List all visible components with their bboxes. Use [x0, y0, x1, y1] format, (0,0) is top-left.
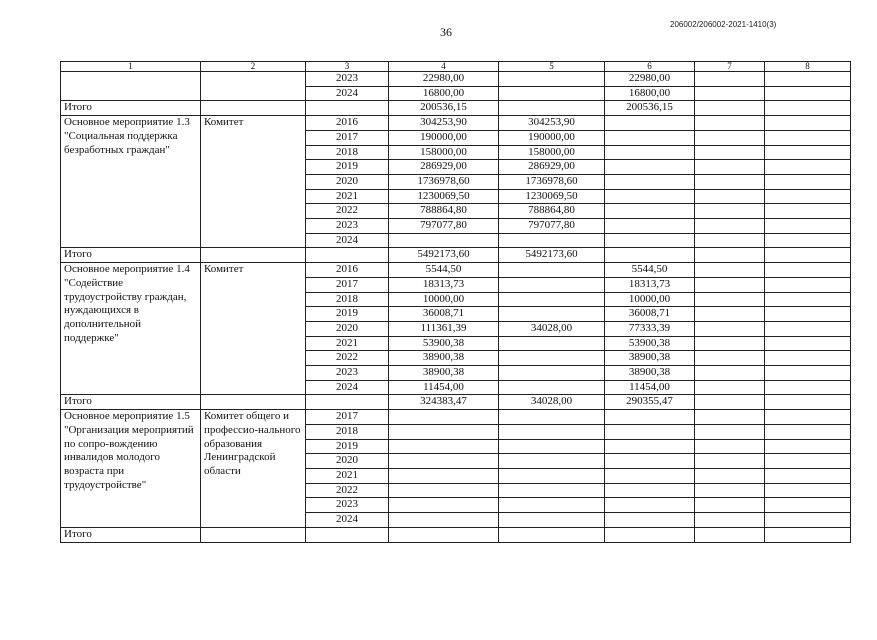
empty-cell: [765, 307, 851, 322]
year-cell: 2020: [306, 321, 389, 336]
empty-cell: [765, 189, 851, 204]
year-cell: 2021: [306, 189, 389, 204]
total-row: [61, 527, 851, 542]
empty-cell: [695, 395, 765, 410]
amount-regional-cell: [605, 424, 695, 439]
empty-cell: [765, 86, 851, 101]
amount-total-cell: 36008,71: [389, 307, 499, 322]
amount-total-cell: 53900,38: [389, 336, 499, 351]
executor-cell: Комитет: [201, 263, 306, 395]
amount-regional-cell: [605, 439, 695, 454]
year-cell: 2023: [306, 72, 389, 87]
amount-federal-cell: [499, 351, 605, 366]
measure-name-cell: Основное мероприятие 1.5 "Организация мероприятий по сопро-вождению инвалидов молодого возраста при трудоустройстве": [61, 410, 201, 528]
empty-cell: [695, 366, 765, 381]
year-cell: 2019: [306, 307, 389, 322]
empty-cell: [765, 366, 851, 381]
amount-total-cell: [389, 468, 499, 483]
empty-cell: [695, 454, 765, 469]
amount-regional-cell: 38900,38: [605, 351, 695, 366]
amount-regional-cell: [605, 189, 695, 204]
empty-cell: [765, 321, 851, 336]
amount-total-cell: 111361,39: [389, 321, 499, 336]
amount-federal-cell: 304253,90: [499, 116, 605, 131]
empty-cell: [306, 248, 389, 263]
amount-regional-cell: [605, 160, 695, 175]
year-cell: 2018: [306, 145, 389, 160]
amount-federal-cell: [499, 424, 605, 439]
amount-federal-cell: 788864,80: [499, 204, 605, 219]
empty-cell: [306, 101, 389, 116]
amount-total-cell: 788864,80: [389, 204, 499, 219]
empty-cell: [765, 116, 851, 131]
year-cell: 2023: [306, 366, 389, 381]
empty-cell: [765, 219, 851, 234]
measure-name-cell: Основное мероприятие 1.3 "Социальная поддержка безработных граждан": [61, 116, 201, 248]
empty-cell: [695, 204, 765, 219]
amount-regional-cell: [605, 174, 695, 189]
amount-federal-cell: [499, 527, 605, 542]
amount-total-cell: 11454,00: [389, 380, 499, 395]
budget-table: [60, 61, 851, 543]
amount-total-cell: 1736978,60: [389, 174, 499, 189]
empty-cell: [765, 204, 851, 219]
empty-cell: [765, 498, 851, 513]
column-header: 5: [499, 62, 605, 72]
amount-regional-cell: 16800,00: [605, 86, 695, 101]
amount-federal-cell: 1736978,60: [499, 174, 605, 189]
amount-regional-cell: 200536,15: [605, 101, 695, 116]
empty-cell: [765, 351, 851, 366]
table-row: [61, 410, 851, 425]
amount-federal-cell: [499, 277, 605, 292]
amount-total-cell: [389, 454, 499, 469]
measure-name-cell: Основное мероприятие 1.4 "Содействие трудоустройству граждан, нуждающихся в дополнительной поддержке": [61, 263, 201, 395]
empty-cell: [765, 336, 851, 351]
total-row: [61, 101, 851, 116]
empty-cell: [765, 145, 851, 160]
amount-total-cell: [389, 498, 499, 513]
empty-cell: [695, 321, 765, 336]
empty-cell: [765, 395, 851, 410]
total-label: Итого: [61, 527, 201, 542]
empty-cell: [765, 454, 851, 469]
amount-federal-cell: [499, 410, 605, 425]
amount-regional-cell: 22980,00: [605, 72, 695, 87]
empty-cell: [695, 468, 765, 483]
amount-regional-cell: [605, 410, 695, 425]
amount-federal-cell: 158000,00: [499, 145, 605, 160]
amount-federal-cell: [499, 233, 605, 248]
empty-cell: [695, 380, 765, 395]
amount-total-cell: 158000,00: [389, 145, 499, 160]
empty-cell: [765, 483, 851, 498]
amount-federal-cell: 5492173,60: [499, 248, 605, 263]
empty-cell: [201, 527, 306, 542]
table-row: [61, 72, 851, 87]
year-cell: 2023: [306, 498, 389, 513]
amount-federal-cell: [499, 513, 605, 528]
amount-regional-cell: [605, 527, 695, 542]
amount-federal-cell: [499, 292, 605, 307]
empty-cell: [695, 116, 765, 131]
empty-cell: [695, 130, 765, 145]
amount-total-cell: 286929,00: [389, 160, 499, 175]
executor-cell: Комитет общего и профессио-нального образования Ленинградской области: [201, 410, 306, 528]
amount-regional-cell: 290355,47: [605, 395, 695, 410]
amount-regional-cell: [605, 483, 695, 498]
empty-cell: [695, 101, 765, 116]
amount-total-cell: [389, 513, 499, 528]
empty-cell: [695, 248, 765, 263]
amount-regional-cell: [605, 468, 695, 483]
year-cell: 2022: [306, 483, 389, 498]
column-header: 7: [695, 62, 765, 72]
empty-cell: [201, 101, 306, 116]
document-code: 206002/206002-2021-1410(3): [670, 20, 777, 29]
amount-total-cell: 304253,90: [389, 116, 499, 131]
year-cell: 2019: [306, 439, 389, 454]
empty-cell: [201, 395, 306, 410]
empty-cell: [695, 263, 765, 278]
amount-total-cell: 16800,00: [389, 86, 499, 101]
amount-federal-cell: 34028,00: [499, 395, 605, 410]
year-cell: 2017: [306, 277, 389, 292]
table-row: [61, 263, 851, 278]
empty-cell: [695, 439, 765, 454]
table-row: [61, 116, 851, 131]
year-cell: 2019: [306, 160, 389, 175]
amount-federal-cell: 286929,00: [499, 160, 605, 175]
empty-cell: [765, 277, 851, 292]
empty-cell: [306, 527, 389, 542]
year-cell: 2020: [306, 454, 389, 469]
empty-cell: [61, 72, 201, 101]
amount-total-cell: [389, 527, 499, 542]
column-header: 1: [61, 62, 201, 72]
amount-total-cell: 200536,15: [389, 101, 499, 116]
amount-federal-cell: 190000,00: [499, 130, 605, 145]
amount-regional-cell: 53900,38: [605, 336, 695, 351]
empty-cell: [765, 380, 851, 395]
amount-regional-cell: [605, 454, 695, 469]
amount-total-cell: 5492173,60: [389, 248, 499, 263]
empty-cell: [765, 468, 851, 483]
empty-cell: [765, 410, 851, 425]
total-row: [61, 395, 851, 410]
column-number-row: [61, 62, 851, 72]
amount-total-cell: 10000,00: [389, 292, 499, 307]
column-header: 6: [605, 62, 695, 72]
amount-total-cell: [389, 439, 499, 454]
amount-federal-cell: [499, 468, 605, 483]
total-row: [61, 248, 851, 263]
year-cell: 2024: [306, 513, 389, 528]
empty-cell: [765, 248, 851, 263]
empty-cell: [695, 527, 765, 542]
amount-total-cell: 797077,80: [389, 219, 499, 234]
empty-cell: [695, 351, 765, 366]
amount-total-cell: [389, 233, 499, 248]
empty-cell: [695, 72, 765, 87]
amount-regional-cell: 38900,38: [605, 366, 695, 381]
amount-federal-cell: [499, 439, 605, 454]
amount-regional-cell: 10000,00: [605, 292, 695, 307]
amount-federal-cell: [499, 498, 605, 513]
empty-cell: [201, 248, 306, 263]
amount-federal-cell: [499, 336, 605, 351]
empty-cell: [695, 513, 765, 528]
amount-regional-cell: [605, 219, 695, 234]
amount-regional-cell: [605, 513, 695, 528]
year-cell: 2020: [306, 174, 389, 189]
year-cell: 2021: [306, 468, 389, 483]
amount-federal-cell: [499, 366, 605, 381]
empty-cell: [695, 233, 765, 248]
empty-cell: [765, 130, 851, 145]
amount-federal-cell: [499, 454, 605, 469]
empty-cell: [765, 527, 851, 542]
amount-total-cell: 5544,50: [389, 263, 499, 278]
empty-cell: [695, 160, 765, 175]
empty-cell: [765, 233, 851, 248]
empty-cell: [201, 72, 306, 101]
page-number: 36: [440, 25, 452, 39]
empty-cell: [695, 189, 765, 204]
amount-federal-cell: [499, 380, 605, 395]
total-label: Итого: [61, 395, 201, 410]
empty-cell: [695, 410, 765, 425]
amount-regional-cell: [605, 498, 695, 513]
amount-federal-cell: [499, 101, 605, 116]
year-cell: 2022: [306, 204, 389, 219]
empty-cell: [765, 263, 851, 278]
empty-cell: [765, 101, 851, 116]
year-cell: 2024: [306, 233, 389, 248]
amount-total-cell: 1230069,50: [389, 189, 499, 204]
amount-total-cell: 190000,00: [389, 130, 499, 145]
amount-regional-cell: 18313,73: [605, 277, 695, 292]
empty-cell: [695, 424, 765, 439]
executor-cell: Комитет: [201, 116, 306, 248]
empty-cell: [765, 174, 851, 189]
amount-federal-cell: [499, 483, 605, 498]
amount-federal-cell: [499, 72, 605, 87]
amount-regional-cell: [605, 233, 695, 248]
amount-total-cell: 38900,38: [389, 366, 499, 381]
column-header: 3: [306, 62, 389, 72]
empty-cell: [695, 292, 765, 307]
amount-federal-cell: [499, 307, 605, 322]
amount-federal-cell: [499, 86, 605, 101]
year-cell: 2017: [306, 130, 389, 145]
empty-cell: [695, 307, 765, 322]
year-cell: 2024: [306, 380, 389, 395]
amount-regional-cell: [605, 130, 695, 145]
empty-cell: [695, 277, 765, 292]
amount-regional-cell: 11454,00: [605, 380, 695, 395]
empty-cell: [765, 160, 851, 175]
empty-cell: [306, 395, 389, 410]
column-header: 8: [765, 62, 851, 72]
amount-total-cell: 18313,73: [389, 277, 499, 292]
amount-regional-cell: 5544,50: [605, 263, 695, 278]
amount-federal-cell: 34028,00: [499, 321, 605, 336]
amount-regional-cell: [605, 116, 695, 131]
amount-total-cell: 38900,38: [389, 351, 499, 366]
empty-cell: [695, 174, 765, 189]
empty-cell: [765, 424, 851, 439]
amount-total-cell: [389, 483, 499, 498]
amount-regional-cell: [605, 248, 695, 263]
empty-cell: [765, 72, 851, 87]
amount-total-cell: [389, 424, 499, 439]
amount-federal-cell: [499, 263, 605, 278]
column-header: 4: [389, 62, 499, 72]
year-cell: 2022: [306, 351, 389, 366]
column-header: 2: [201, 62, 306, 72]
year-cell: 2018: [306, 292, 389, 307]
year-cell: 2021: [306, 336, 389, 351]
empty-cell: [765, 513, 851, 528]
year-cell: 2016: [306, 116, 389, 131]
empty-cell: [695, 145, 765, 160]
amount-total-cell: 324383,47: [389, 395, 499, 410]
total-label: Итого: [61, 101, 201, 116]
amount-regional-cell: 77333,39: [605, 321, 695, 336]
empty-cell: [695, 86, 765, 101]
amount-total-cell: 22980,00: [389, 72, 499, 87]
year-cell: 2017: [306, 410, 389, 425]
year-cell: 2016: [306, 263, 389, 278]
amount-federal-cell: 1230069,50: [499, 189, 605, 204]
empty-cell: [695, 498, 765, 513]
year-cell: 2024: [306, 86, 389, 101]
empty-cell: [695, 336, 765, 351]
year-cell: 2023: [306, 219, 389, 234]
year-cell: 2018: [306, 424, 389, 439]
empty-cell: [765, 439, 851, 454]
empty-cell: [695, 483, 765, 498]
amount-regional-cell: 36008,71: [605, 307, 695, 322]
total-label: Итого: [61, 248, 201, 263]
amount-federal-cell: 797077,80: [499, 219, 605, 234]
empty-cell: [695, 219, 765, 234]
empty-cell: [765, 292, 851, 307]
amount-total-cell: [389, 410, 499, 425]
amount-regional-cell: [605, 204, 695, 219]
amount-regional-cell: [605, 145, 695, 160]
